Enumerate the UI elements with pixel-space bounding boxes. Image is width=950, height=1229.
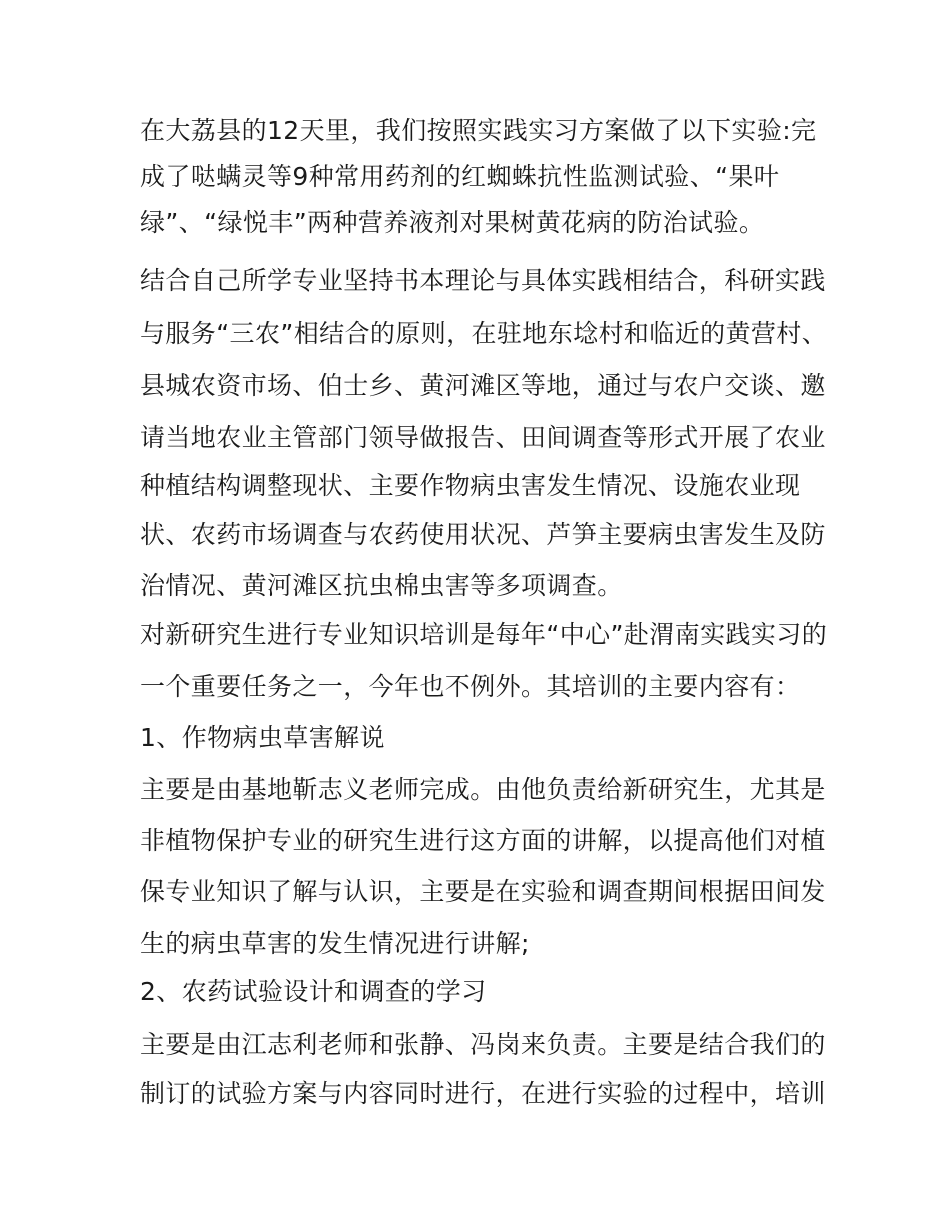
text-line: 县城农资市场、伯士乡、黄河滩区等地，通过与农户交谈、邀 — [140, 371, 826, 400]
text-line: 种植结构调整现状、主要作物病虫害发生情况、设施农业现 — [140, 471, 801, 500]
text-line: 结合自己所学专业坚持书本理论与具体实践相结合，科研实践 — [140, 266, 826, 295]
text-line: 在大荔县的12天里，我们按照实践实习方案做了以下实验:完 — [140, 116, 817, 145]
text-line: 成了哒螨灵等9种常用药剂的红蜘蛛抗性监测试验、“果叶 — [140, 162, 780, 191]
text-line: 与服务“三农”相结合的原则，在驻地东埝村和临近的黄营村、 — [140, 319, 828, 348]
text-line: 保专业知识了解与认识，主要是在实验和调查期间根据田间发 — [140, 877, 826, 906]
text-line: 制订的试验方案与内容同时进行，在进行实验的过程中，培训 — [140, 1079, 826, 1108]
text-line: 非植物保护专业的研究生进行这方面的讲解，以提高他们对植 — [140, 826, 826, 855]
text-line: 绿”、“绿悦丰”两种营养液剂对果树黄花病的防治试验。 — [140, 208, 765, 237]
section-heading: 1、作物病虫草害解说 — [140, 723, 385, 752]
text-line: 生的病虫草害的发生情况进行讲解; — [140, 929, 530, 958]
text-line: 一个重要任务之一，今年也不例外。其培训的主要内容有： — [140, 672, 801, 701]
text-line: 对新研究生进行专业知识培训是每年“中心”赴渭南实践实习的 — [140, 620, 828, 649]
text-line: 主要是由基地靳志义老师完成。由他负责给新研究生，尤其是 — [140, 775, 826, 804]
text-line: 治情况、黄河滩区抗虫棉虫害等多项调查。 — [140, 571, 623, 600]
section-heading: 2、农药试验设计和调查的学习 — [140, 977, 487, 1006]
text-line: 请当地农业主管部门领导做报告、田间调查等形式开展了农业 — [140, 423, 826, 452]
text-line: 状、农药市场调查与农药使用状况、芦笋主要病虫害发生及防 — [140, 520, 826, 549]
text-line: 主要是由江志利老师和张静、冯岗来负责。主要是结合我们的 — [140, 1030, 826, 1059]
